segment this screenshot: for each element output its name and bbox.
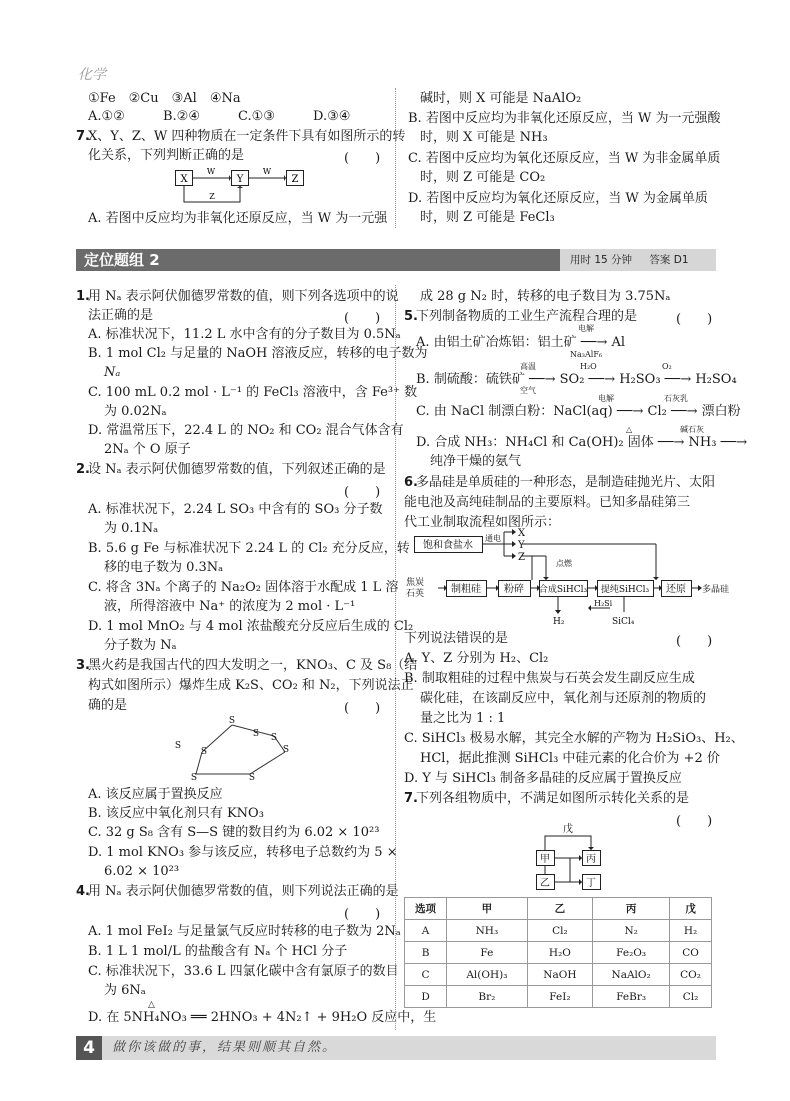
section-banner [76,249,716,271]
label-sicl4: SiCl₄ [612,617,635,627]
table-cell: N₂ [593,920,670,942]
node-wu: 戊 [563,824,573,835]
q5-stem: 下列制备物质的工业生产流程合理的是 [416,309,638,324]
q6-stem-line3: 代工业制取流程如图所示： [404,515,561,530]
q6-option-c: C. SiHCl₃ 极易水解，其完全水解的产物为 H₂SiO₃、H₂、 [404,731,744,746]
q2-option-c: C. 将含 3Nₐ 个离子的 Na₂O₂ 固体溶于水配成 1 L 溶 [88,580,399,595]
q2-option-b-cont: 移的电子数为 0.3Nₐ [104,560,224,575]
condition-label: 碱石灰 [680,425,704,434]
table-cell: CO [670,942,712,964]
table-header-row [405,898,712,920]
q1-option-c-cont: 为 0.02Nₐ [104,404,167,419]
q6-stem-line1: 多晶硅是单质硅的一种形态，是制造硅抛光片、太阳 [416,475,716,490]
condition-label: O₂ [662,362,672,371]
q1-option-b: B. 1 mol Cl₂ 与足量的 NaOH 溶液反应，转移的电子数为 [88,346,428,361]
q6-ask: 下列说法错误的是 [404,631,509,646]
box-reduce: 还原 [666,584,686,595]
answer-paren: ( ) [676,634,713,649]
q1-line: 法正确的是 [88,308,154,323]
box-synthesis: 合成SiHCl₃ [538,585,588,595]
answer-paren: ( ) [344,701,381,716]
table-header: 甲 [447,898,528,920]
table-row [405,942,712,964]
q6-option-a: A. Y、Z 分别为 H₂、Cl₂ [404,651,549,666]
q1-option-c: C. 100 mL 0.2 mol · L⁻¹ 的 FeCl₃ 溶液中，含 Fe³⁺ 数 [88,385,418,400]
sulfur-atom: S [228,716,236,726]
q7-options-table [404,897,712,1008]
delta-condition: △ [148,1000,155,1010]
q6-option-d: D. Y 与 SiHCl₃ 制备多晶硅的反应属于置换反应 [404,771,682,786]
box-crush: 粉碎 [504,584,524,595]
q1-option-d: D. 常温常压下，22.4 L 的 NO₂ 和 CO₂ 混合气体含有 [88,423,404,438]
section-meta [560,249,716,271]
q4-stem: 用 Nₐ 表示阿伏伽德罗常数的值，则下列说法正确的是 [88,884,399,899]
table-cell: H₂ [670,920,712,942]
q5-option-c: C. 由 NaCl 制漂白粉：NaCl(aq) ──→ Cl₂ ──→ 漂白粉 [416,404,741,419]
sulfur-atom: S [282,745,290,755]
table-row [405,986,712,1008]
q4-option-c: C. 标准状况下，33.6 L 四氯化碳中含有氯原子的数目 [88,964,399,979]
answer-paren: ( ) [676,814,713,829]
answer-paren: ( ) [344,311,381,326]
q6-option-b-cont: 量之比为 1 : 1 [420,711,506,726]
q4-option-d: D. 在 5NH₄NO₃ ══ 2HNO₃ + 4N₂↑ + 9H₂O 反应中，生 [88,1010,437,1025]
table-cell: A [405,920,447,942]
q5-option-a: A. 由铝土矿冶炼铝：铝土矿 ──→ Al [416,335,626,350]
arrow-label-z: Z [209,192,215,201]
box-x: X [180,174,188,185]
q5-option-d: D. 合成 NH₃：NH₄Cl 和 Ca(OH)₂ 固体 ──→ NH₃ ──→ [416,435,748,450]
q7-option-d-line1: D. 若图中反应均为氧化还原反应，当 W 为金属单质 [408,191,708,206]
table-cell: Fe₂O₃ [593,942,670,964]
q5-option-d-cont: 纯净干燥的氨气 [430,454,522,469]
sulfur-atom: S [248,773,256,783]
q3-stem-line3: 确的是 [88,698,128,713]
question-number: 5. [404,309,418,324]
question-number: 1. [76,289,90,304]
label-coke: 焦炭 [406,578,425,588]
s8-structure [168,712,308,782]
table-cell: B [405,942,447,964]
q1-option-d-cont: 2Nₐ 个 O 原子 [104,442,191,457]
arrow-label-w2: W [262,167,272,176]
q2-option-c-cont: 液，所得溶液中 Na⁺ 的浓度为 2 mol · L⁻¹ [104,599,356,614]
table-cell: C [405,964,447,986]
q2-option-b: B. 5.6 g Fe 与标准状况下 2.24 L 的 Cl₂ 充分反应，转 [88,541,410,556]
page-number: 4 [76,1036,102,1060]
table-cell: CO₂ [670,964,712,986]
question-number: 4. [76,884,90,899]
q7-option-a-line1: A. 若图中反应均为非氧化还原反应，当 W 为一元强 [88,211,388,226]
condition-label: 电解 [578,324,594,333]
table-cell: Cl₂ [670,986,712,1008]
label-ignite: 点燃 [556,559,572,568]
box-y: Y [236,174,244,185]
box-purify: 提纯SiHCl₃ [600,585,650,595]
table-cell: Cl₂ [527,920,592,942]
q6-choice-a: A.①② [88,109,125,124]
q3-option-c: C. 32 g S₈ 含有 S—S 键的数目约为 6.02 × 10²³ [88,825,380,840]
q4-option-a: A. 1 mol FeI₂ 与足量氯气反应时转移的电子数为 2Nₐ [88,924,401,939]
condition-label: 电解 [598,394,614,403]
question-number: 6. [404,475,418,490]
section-title: 定位题组 2 [76,249,560,271]
node-jia: 甲 [540,854,550,865]
sulfur-atom: S [200,747,208,757]
question-number: 7. [404,791,418,806]
table-row [405,964,712,986]
table-header: 选项 [405,898,447,920]
label-y: Y [518,540,525,551]
condition-label: 空气 [520,386,536,395]
sulfur-atom: S [270,733,278,743]
table-cell: FeBr₃ [593,986,670,1008]
node-bing: 丙 [586,854,596,865]
sulfur-atom: S [174,741,182,751]
answer-paren: ( ) [676,312,713,327]
condition-label: H₂O [580,362,597,371]
condition-label: 高温 [520,362,536,371]
subject-tag: 化学 [78,67,106,83]
q5-option-b: B. 制硫酸：硫铁矿 ──→ SO₂ ──→ H₂SO₃ ──→ H₂SO₄ [416,372,737,387]
condition-label: Na₃AlF₆ [570,350,603,359]
page-footer [76,1036,716,1060]
table-cell: NaOH [527,964,592,986]
q3-option-d-cont: 6.02 × 10²³ [104,864,180,879]
q1-option-b-cont: Nₐ [104,365,121,380]
conversion-diagram [530,822,610,892]
xyzw-diagram [175,164,305,212]
q2-option-a: A. 标准状况下，2.24 L SO₃ 中含有的 SO₃ 分子数 [88,502,383,517]
label-electrolysis: 通电 [485,534,501,543]
condition-label: △ [626,425,633,434]
q7-option-b-line2: 时，则 X 可能是 NH₃ [420,130,548,145]
table-cell: H₂O [527,942,592,964]
q6-choice-c: C.①③ [238,109,275,124]
condition-label: 石灰乳 [664,394,688,403]
sulfur-atom: S [252,729,260,739]
question-number: 7. [76,129,90,144]
column-divider-top [395,88,396,228]
answer-label: 答案 D1 [649,254,689,266]
time-label: 用时 15 分钟 [570,254,633,266]
q2-option-a-cont: 为 0.1Nₐ [104,521,159,536]
table-cell: Al(OH)₃ [447,964,528,986]
label-x: X [518,528,526,539]
q7-option-c-line2: 时，则 Z 可能是 CO₂ [420,170,546,185]
q6-choice-d: D.③④ [313,109,351,124]
q1-line: 用 Nₐ 表示阿伏伽德罗常数的值，则下列各选项中的说 [88,289,399,304]
label-h2: H₂ [553,617,565,627]
q4-option-b: B. 1 L 1 mol/L 的盐酸含有 Nₐ 个 HCl 分子 [88,944,348,959]
q3-stem-line1: 黑火药是我国古代的四大发明之一，KNO₃、C 及 S₈（结 [88,658,418,673]
q4-option-c-cont: 为 6Nₐ [104,983,146,998]
q6-choice-b: B.②④ [163,109,200,124]
q3-option-a: A. 该反应属于置换反应 [88,787,223,802]
q2-option-d-cont: 分子数为 Nₐ [104,638,177,653]
table-cell: Fe [447,942,528,964]
sulfur-atom: S [190,773,198,783]
q6-options-line: ①Fe ②Cu ③Al ④Na [88,91,241,106]
box-brine: 饱和食盐水 [423,540,473,551]
answer-paren: ( ) [344,907,381,922]
table-cell: FeI₂ [527,986,592,1008]
q7-stem-line2: 化关系，下列判断正确的是 [88,148,245,163]
table-cell: D [405,986,447,1008]
table-header: 戊 [670,898,712,920]
label-h2si: H₂Si [594,599,613,608]
label-polysilicon: 多晶硅 [702,585,730,595]
polysilicon-flow-diagram [404,528,730,630]
q7-option-b-line1: B. 若图中反应均为非氧化还原反应，当 W 为一元强酸 [408,111,721,126]
q2-stem: 设 Nₐ 表示阿伏伽德罗常数的值，下列叙述正确的是 [88,462,386,477]
q6-option-c-cont: HCl，据此推测 SiHCl₃ 中硅元素的化合价为 +2 价 [420,751,720,766]
q6-option-b-cont: 碳化硅，在该副反应中，氧化剂与还原剂的物质的 [420,691,707,706]
q3-option-b: B. 该反应中氧化剂只有 KNO₃ [88,806,264,821]
q7-option-c-line1: C. 若图中反应均为氧化还原反应，当 W 为非金属单质 [408,151,721,166]
q7-option-d-line2: 时，则 Z 可能是 FeCl₃ [420,210,555,225]
q3-stem-line2: 构式如图所示）爆炸生成 K₂S、CO₂ 和 N₂，下列说法正 [88,678,414,693]
arrow-label-w1: W [206,167,216,176]
q7-stem: 下列各组物质中，不满足如图所示转化关系的是 [416,791,690,806]
table-cell: NaAlO₂ [593,964,670,986]
label-quartz: 石英 [406,589,425,599]
footer-motto: 做你该做的事，结果则顺其自然。 [112,1040,338,1055]
node-ding: 丁 [586,878,596,889]
answer-paren: ( ) [344,485,381,500]
column-divider [395,285,396,1030]
box-crude-si: 制粗硅 [451,584,481,595]
q3-option-d: D. 1 mol KNO₃ 参与该反应，转移电子总数约为 5 × [88,845,398,860]
table-header: 乙 [527,898,592,920]
q6-stem-line2: 能电池及高纯硅制品的主要原料。已知多晶硅第三 [404,495,691,510]
q4-option-d-cont: 成 28 g N₂ 时，转移的电子数目为 3.75Nₐ [420,289,671,304]
q7-option-a-line2: 碱时，则 X 可能是 NaAlO₂ [420,91,582,106]
table-cell: Br₂ [447,986,528,1008]
q1-option-a: A. 标准状况下，11.2 L 水中含有的分子数目为 0.5Nₐ [88,327,401,342]
q7-stem-line1: X、Y、Z、W 四种物质在一定条件下具有如图所示的转 [88,129,406,144]
node-yi: 乙 [540,878,550,889]
box-z: Z [291,174,299,185]
label-z: Z [518,552,525,563]
table-cell: NH₃ [447,920,528,942]
question-number: 3. [76,658,90,673]
q2-option-d: D. 1 mol MnO₂ 与 4 mol 浓盐酸充分反应后生成的 Cl₂ [88,619,414,634]
q6-option-b: B. 制取粗硅的过程中焦炭与石英会发生副反应生成 [404,671,695,686]
answer-paren: ( ) [344,151,381,166]
table-row [405,920,712,942]
question-number: 2. [76,462,90,477]
table-header: 丙 [593,898,670,920]
